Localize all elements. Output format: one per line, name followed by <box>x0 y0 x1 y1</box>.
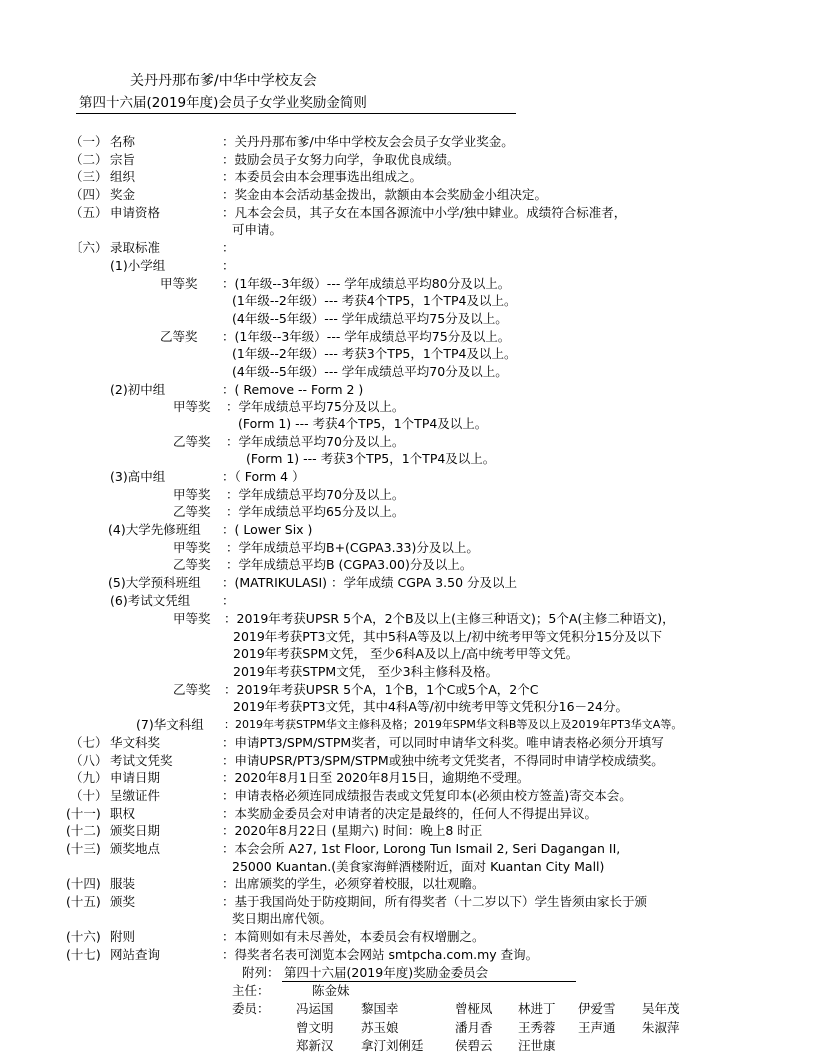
section-num-1: （一） <box>70 134 108 149</box>
lower-sec-second-line: (Form 1) --- 考获3个TP5，1个TP4及以上。 <box>246 451 496 466</box>
primary-first-line: (4年级--5年级）--- 学年成绩总平均75分及以上。 <box>232 311 508 326</box>
section-num-8: （八） <box>70 753 108 768</box>
committee-member: 郑新汉 <box>296 1038 334 1053</box>
committee-member: 侯碧云 <box>455 1038 493 1053</box>
exam-first-line: 2019年考获SPM文凭， 至少6科A及以上/高中统考甲等文凭。 <box>233 646 579 661</box>
section-value-documents: ：申请表格必须连同成绩报告表或文凭复印本(必须由校方签盖)寄交本会。 <box>222 788 632 803</box>
section-num-9: （九） <box>70 770 108 785</box>
committee-member: 曾桠凤 <box>455 1001 493 1016</box>
exam-second-label: 乙等奖 <box>173 682 211 697</box>
primary-first-label: 甲等奖 <box>160 276 198 291</box>
primary-first-line: (1年级--2年级）--- 考获4个TP5，1个TP4及以上。 <box>232 293 517 308</box>
section-title-chinese-award: 华文科奖 <box>110 735 161 750</box>
section-title-prize: 奖金 <box>110 187 136 202</box>
section-num-11: (十一) <box>66 806 101 821</box>
committee-member: 伊爱雪 <box>578 1001 616 1016</box>
section-num-15: (十五) <box>66 894 101 909</box>
chair-name: 陈金妹 <box>312 983 350 998</box>
section-num-5: （五） <box>70 205 108 220</box>
committee-member: 吴年茂 <box>642 1001 680 1016</box>
section-value-exam-award: ：申请UPSR/PT3/SPM/STPM或独中统考文凭奖者，不得同时申请学校成绩奖。 <box>222 753 664 768</box>
lower-sec-first-line: ：学年成绩总平均75分及以上。 <box>226 399 405 414</box>
pre-u-second-line: ：学年成绩总平均B (CGPA3.00)分及以上。 <box>226 557 473 572</box>
committee-member: 苏玉娘 <box>361 1020 399 1035</box>
members-label: 委员： <box>232 1001 270 1016</box>
section-value-eligibility-cont: 可申请。 <box>232 222 283 237</box>
pre-u-group-label: (4)大学先修班组 <box>108 522 201 537</box>
section-title-authority: 职权 <box>110 806 136 821</box>
appendix-label: 附列： <box>242 965 280 980</box>
section-num-17: (十七) <box>66 947 101 962</box>
matric-group-value: ：(MATRIKULASI) ：学年成绩 CGPA 3.50 分及以上 <box>222 575 517 590</box>
section-value-venue-cont: 25000 Kuantan.(美食家海鲜酒楼附近，面对 Kuantan City Mall) <box>232 859 605 874</box>
committee-member: 王秀蓉 <box>518 1020 556 1035</box>
section-num-2: （二） <box>70 152 108 167</box>
section-num-10: （十） <box>70 788 108 803</box>
exam-first-line: ：2019年考获UPSR 5个A，2个B及以上(主修三种语文)；5个A(主修二种语文)， <box>224 611 675 626</box>
exam-second-line: ：2019年考获UPSR 5个A，1个B，1个C或5个A，2个C <box>224 682 539 697</box>
primary-second-label: 乙等奖 <box>160 329 198 344</box>
primary-second-line: (1年级--2年级）--- 考获3个TP5，1个TP4及以上。 <box>232 346 517 361</box>
lower-sec-group-value: ：( Remove -- Form 2 ) <box>222 382 364 397</box>
chair-label: 主任： <box>232 983 270 998</box>
lower-sec-first-label: 甲等奖 <box>173 399 211 414</box>
matric-group-label: (5)大学预科班组 <box>108 575 201 590</box>
upper-sec-second-label: 乙等奖 <box>173 504 211 519</box>
section-title-documents: 呈缴证件 <box>110 788 161 803</box>
section-num-7: （七） <box>70 735 108 750</box>
exam-group-label: (6)考试文凭组 <box>110 593 191 608</box>
subtitle-underline <box>76 113 516 114</box>
section-title-website: 网站查询 <box>110 947 161 962</box>
section-title-name: 名称 <box>110 134 136 149</box>
committee-member: 王声通 <box>578 1020 616 1035</box>
document-subtitle: 第四十六届(2019年度)会员子女学业奖励金简则 <box>79 95 367 111</box>
committee-member: 拿汀刘俐廷 <box>361 1038 424 1053</box>
section-num-13: (十三) <box>66 841 101 856</box>
section-num-6: 〔六） <box>70 240 108 255</box>
section-value-website: ：得奖者名表可浏览本会网站 smtpcha.com.my 查询。 <box>222 947 539 962</box>
section-value-attire: ：出席颁奖的学生，必须穿着校服，以壮观瞻。 <box>222 876 485 891</box>
primary-second-line: (4年级--5年级）--- 学年成绩总平均70分及以上。 <box>232 364 508 379</box>
pre-u-first-line: ：学年成绩总平均B+(CGPA3.33)分及以上。 <box>226 540 479 555</box>
exam-group-colon: ： <box>222 593 235 608</box>
committee-title: 第四十六届(2019年度)奖励金委员会 <box>284 965 489 980</box>
upper-sec-first-label: 甲等奖 <box>173 487 211 502</box>
lower-sec-second-line: ：学年成绩总平均70分及以上。 <box>226 434 405 449</box>
committee-member: 黎国幸 <box>361 1001 399 1016</box>
pre-u-second-label: 乙等奖 <box>173 557 211 572</box>
chinese-group-label: (7)华文科组 <box>136 717 204 732</box>
lower-sec-first-line: (Form 1) --- 考获4个TP5，1个TP4及以上。 <box>238 416 488 431</box>
section-title-venue: 颁奖地点 <box>110 841 161 856</box>
section-title-organization: 组织 <box>110 169 136 184</box>
section-num-4: （四） <box>70 187 108 202</box>
committee-member: 林进丁 <box>518 1001 556 1016</box>
section-title-ceremony-date: 颁奖日期 <box>110 823 161 838</box>
section-num-12: (十二) <box>66 823 101 838</box>
committee-member: 冯运国 <box>296 1001 334 1016</box>
section-value-purpose: ：鼓励会员子女努力向学，争取优良成绩。 <box>222 152 460 167</box>
exam-first-label: 甲等奖 <box>173 611 211 626</box>
pre-u-group-value: ：( Lower Six ) <box>222 522 313 537</box>
section-num-16: (十六) <box>66 929 101 944</box>
committee-member: 朱淑萍 <box>642 1020 680 1035</box>
section-value-bylaws: ：本简则如有未尽善处，本委员会有权增删之。 <box>222 929 485 944</box>
section-value-eligibility: ：凡本会会员，其子女在本国各源流中小学/独中肄业。成绩符合标准者， <box>222 205 627 220</box>
section-value-organization: ：本委员会由本会理事选出组成之。 <box>222 169 423 184</box>
section-num-14: (十四) <box>66 876 101 891</box>
section-title-apply-date: 申请日期 <box>110 770 161 785</box>
section-title-presentation: 颁奖 <box>110 894 136 909</box>
section-value-authority: ：本奖励金委员会对申请者的决定是最终的，任何人不得提出异议。 <box>222 806 598 821</box>
lower-sec-second-label: 乙等奖 <box>173 434 211 449</box>
exam-first-line: 2019年考获STPM文凭， 至少3科主修科及格。 <box>233 664 499 679</box>
exam-first-line: 2019年考获PT3文凭，其中5科A等及以上/初中统考甲等文凭积分15分及以下 <box>233 629 663 644</box>
exam-second-line: 2019年考获PT3文凭，其中4科A等/初中统考甲等文凭积分16－24分。 <box>233 699 628 714</box>
section-value-presentation: ：基于我国尚处于防疫期间，所有得奖者（十二岁以下）学生皆须由家长于颁 <box>222 894 648 909</box>
section-value-ceremony-date: ：2020年8月22日 (星期六) 时间：晚上8 时正 <box>222 823 483 838</box>
upper-sec-group-label: (3)高中组 <box>110 469 166 484</box>
pre-u-first-label: 甲等奖 <box>173 540 211 555</box>
section-value-presentation-cont: 奖日期出席代领。 <box>232 911 333 926</box>
section-value-name: ：关丹丹那布爹/中华中学校友会会员子女学业奖金。 <box>222 134 514 149</box>
lower-sec-group-label: (2)初中组 <box>110 382 166 397</box>
org-title: 关丹丹那布爹/中华中学校友会 <box>130 73 317 89</box>
upper-sec-first-line: ：学年成绩总平均70分及以上。 <box>226 487 405 502</box>
section-value-chinese-award: ：申请PT3/SPM/STPM奖者，可以同时申请华文科奖。唯申请表格必须分开填写 <box>222 735 664 750</box>
section-title-eligibility: 申请资格 <box>110 205 161 220</box>
section-value-prize: ：奖金由本会活动基金拨出，款额由本会奖励金小组决定。 <box>222 187 548 202</box>
upper-sec-second-line: ：学年成绩总平均65分及以上。 <box>226 504 405 519</box>
section-title-attire: 服装 <box>110 876 136 891</box>
section-title-exam-award: 考试文凭奖 <box>110 753 173 768</box>
chinese-group-value: ：2019年考获STPM华文主修科及格；2019年SPM华文科B等及以上及2019年PT3华文A等。 <box>224 718 683 731</box>
committee-member: 曾文明 <box>296 1020 334 1035</box>
primary-second-line: ：(1年级--3年级）--- 学年成绩总平均75分及以上。 <box>222 329 511 344</box>
section-title-purpose: 宗旨 <box>110 152 136 167</box>
primary-group-colon: ： <box>222 258 235 273</box>
section-title-criteria: 录取标准 <box>110 240 161 255</box>
section-title-bylaws: 附则 <box>110 929 136 944</box>
committee-member: 汪世康 <box>518 1038 556 1053</box>
primary-group-label: (1)小学组 <box>110 258 166 273</box>
committee-member: 潘月香 <box>455 1020 493 1035</box>
section-value-venue: ：本会会所 A27, 1st Floor, Lorong Tun Ismail 2, Seri Dagangan II, <box>222 841 621 856</box>
primary-first-line: ：(1年级--3年级）--- 学年成绩总平均80分及以上。 <box>222 276 511 291</box>
section-value-criteria: ： <box>222 240 235 255</box>
section-num-3: （三） <box>70 169 108 184</box>
section-value-apply-date: ：2020年8月1日至 2020年8月15日，逾期绝不受理。 <box>222 770 530 785</box>
upper-sec-group-value: ：（ Form 4 ） <box>222 469 305 484</box>
